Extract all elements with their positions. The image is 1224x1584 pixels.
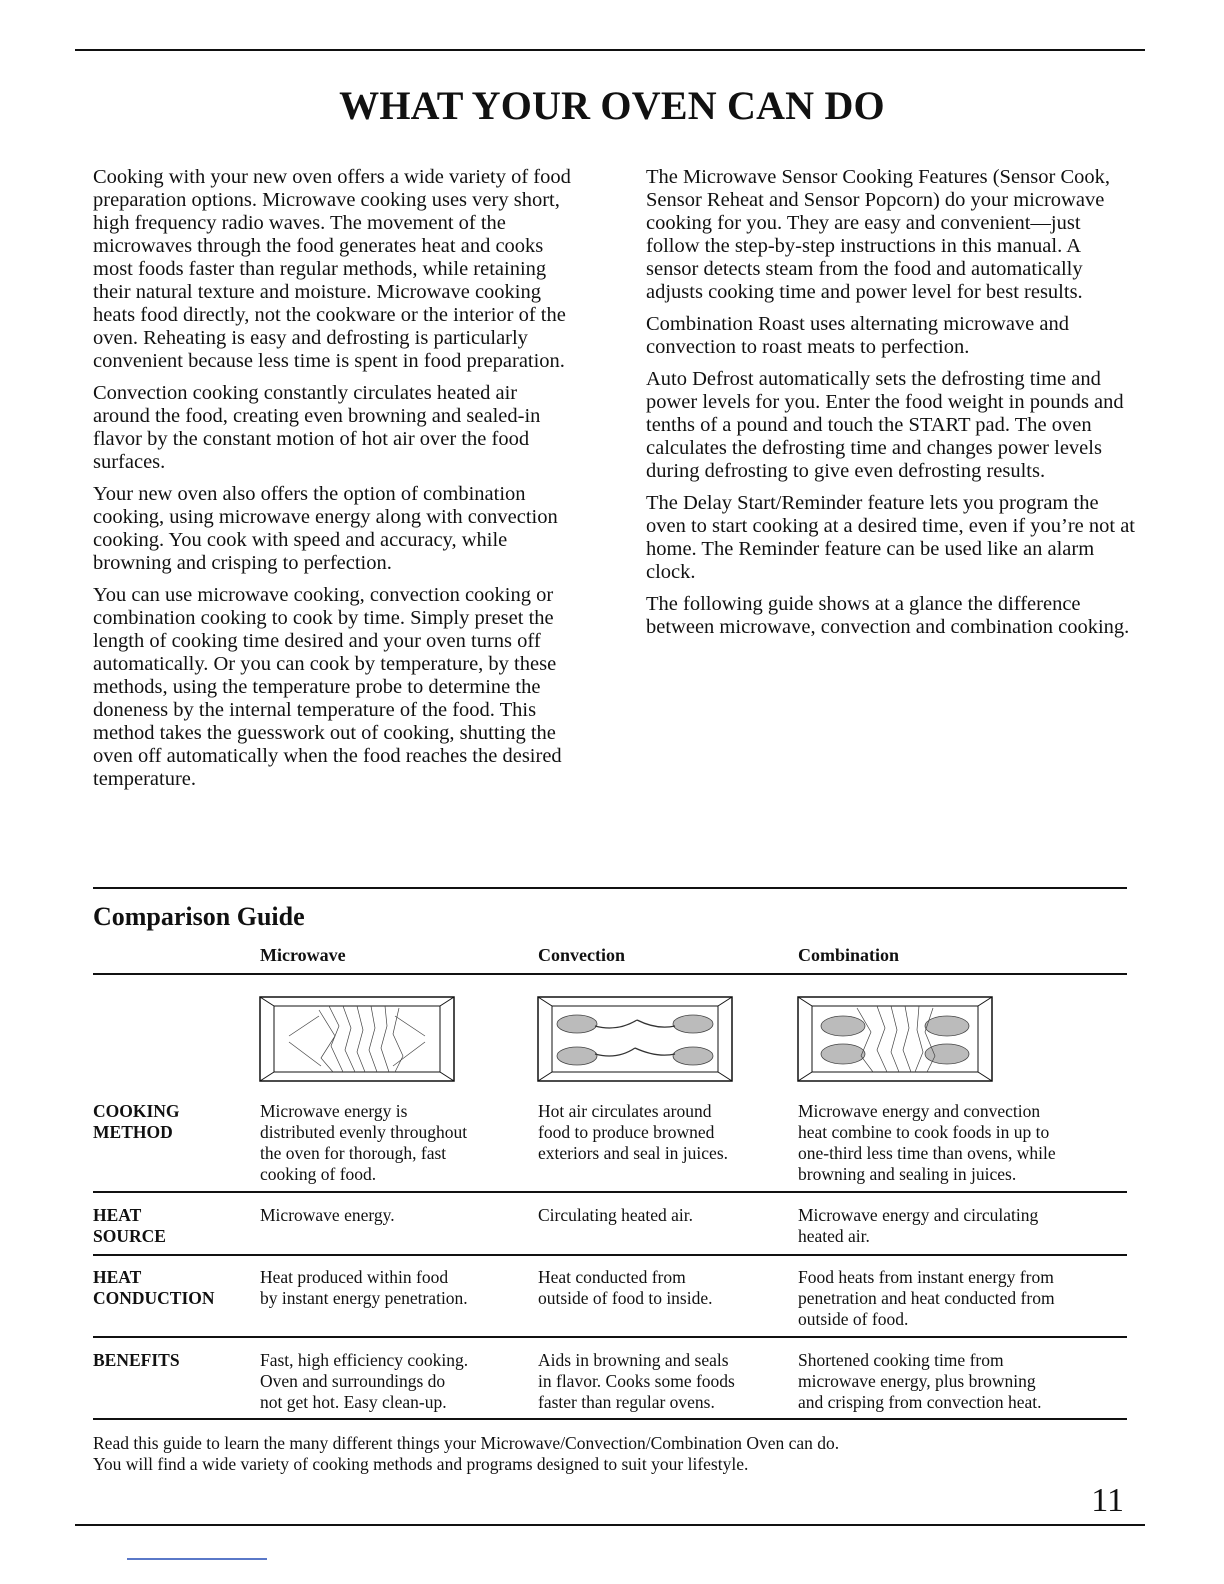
row-label: BENEFITS [93,1350,180,1370]
cell-convection: Hot air circulates around food to produce browned exteriors and seal in juices. [538,1101,729,1163]
bottom-rule [75,1524,1145,1526]
scan-mark [127,1558,267,1560]
intro-paragraph: Cooking with your new oven offers a wide variety of food preparation options. Microwave cooking uses very short, high frequency radio waves. The movement of the microwaves through the food generates heat and cooks most foods faster than regular methods, while retaining their natural texture and moisture. Microwave cooking heats food directly, not the cookware or the interior of the oven. Reheating is easy and defrosting is particularly convenient because less time is spent in food preparation. [93,166,571,372]
cell-combination: Microwave energy and convection heat combine to cook foods in up to one-third less time than ovens, while browning and sealing in juices. [798,1101,1056,1184]
intro-paragraph: The following guide shows at a glance the difference between microwave, convection and combination cooking. [646,593,1130,638]
cell-combination: Shortened cooking time from microwave energy, plus browning and crisping from convection heat. [798,1350,1042,1412]
intro-paragraph: The Microwave Sensor Cooking Features (Sensor Cook, Sensor Reheat and Sensor Popcorn) do your microwave cooking for you. They are easy and convenient—just follow the step-by-step instructions in this manual. A sensor detects steam from the food and automatically adjusts cooking time and power level for best results. [646,166,1111,303]
table-bottom-rule [93,1418,1127,1420]
row-divider [93,1254,1127,1256]
cell-microwave: Microwave energy. [260,1205,395,1225]
row-divider [93,1336,1127,1338]
page-title: WHAT YOUR OVEN CAN DO [339,83,885,128]
cell-microwave: Fast, high efficiency cooking. Oven and surroundings do not get hot. Easy clean-up. [260,1350,469,1412]
column-header-combination: Combination [798,945,900,965]
comparison-guide-title: Comparison Guide [93,902,305,931]
intro-paragraph: Convection cooking constantly circulates heated air around the food, creating even browning and sealed-in flavor by the constant motion of hot air over the food surfaces. [93,382,541,473]
cell-combination: Food heats from instant energy from penetration and heat conducted from outside of food. [798,1267,1055,1329]
intro-right-column [646,166,1136,648]
intro-paragraph: You can use microwave cooking, convection cooking or combination cooking to cook by time. Simply preset the length of cooking time desired and your oven turns off automatically. Or you can cook by temperature, by these methods, using the temperature probe to determine the doneness by the internal temperature of the food. This method takes the guesswork out of cooking, shutting the oven off automatically when the food reaches the desired temperature. [93,584,562,790]
row-label: COOKING METHOD [93,1101,180,1142]
footer-note: Read this guide to learn the many different things your Microwave/Convection/Combination Oven can do. You will find a wide variety of cooking methods and programs designed to suit your lifestyle. [93,1433,840,1474]
page-number: 11 [1091,1482,1124,1519]
microwave-oven-diagram [259,996,455,1082]
intro-paragraph: Your new oven also offers the option of combination cooking, using microwave energy along with convection cooking. You cook with speed and accuracy, while browning and crisping to perfection. [93,483,558,574]
intro-paragraph: The Delay Start/Reminder feature lets you program the oven to start cooking at a desired time, even if you’re not at home. The Reminder feature can be used like an alarm clock. [646,492,1135,583]
cell-convection: Aids in browning and seals in flavor. Cooks some foods faster than regular ovens. [538,1350,735,1412]
intro-paragraph: Auto Defrost automatically sets the defrosting time and power levels for you. Enter the food weight in pounds and tenths of a pound and touch the START pad. The oven calculates the defrosting time and changes power levels during defrosting to give even defrosting results. [646,368,1124,482]
cell-microwave: Microwave energy is distributed evenly throughout the oven for thorough, fast cooking of food. [260,1101,468,1184]
column-header-convection: Convection [538,945,625,965]
column-header-microwave: Microwave [260,945,346,965]
row-divider [93,1191,1127,1193]
intro-paragraph: Combination Roast uses alternating microwave and convection to roast meats to perfection. [646,313,1070,358]
cell-combination: Microwave energy and circulating heated air. [798,1205,1039,1246]
cell-convection: Heat conducted from outside of food to inside. [538,1267,713,1308]
header-rule [93,973,1127,975]
combination-oven-diagram [797,996,993,1082]
convection-oven-diagram [537,996,733,1082]
row-label: HEAT CONDUCTION [93,1267,215,1308]
row-label: HEAT SOURCE [93,1205,166,1246]
top-rule [75,49,1145,51]
intro-left-column [93,166,573,800]
cell-microwave: Heat produced within food by instant energy penetration. [260,1267,468,1308]
cell-convection: Circulating heated air. [538,1205,694,1225]
section-divider [93,887,1127,889]
